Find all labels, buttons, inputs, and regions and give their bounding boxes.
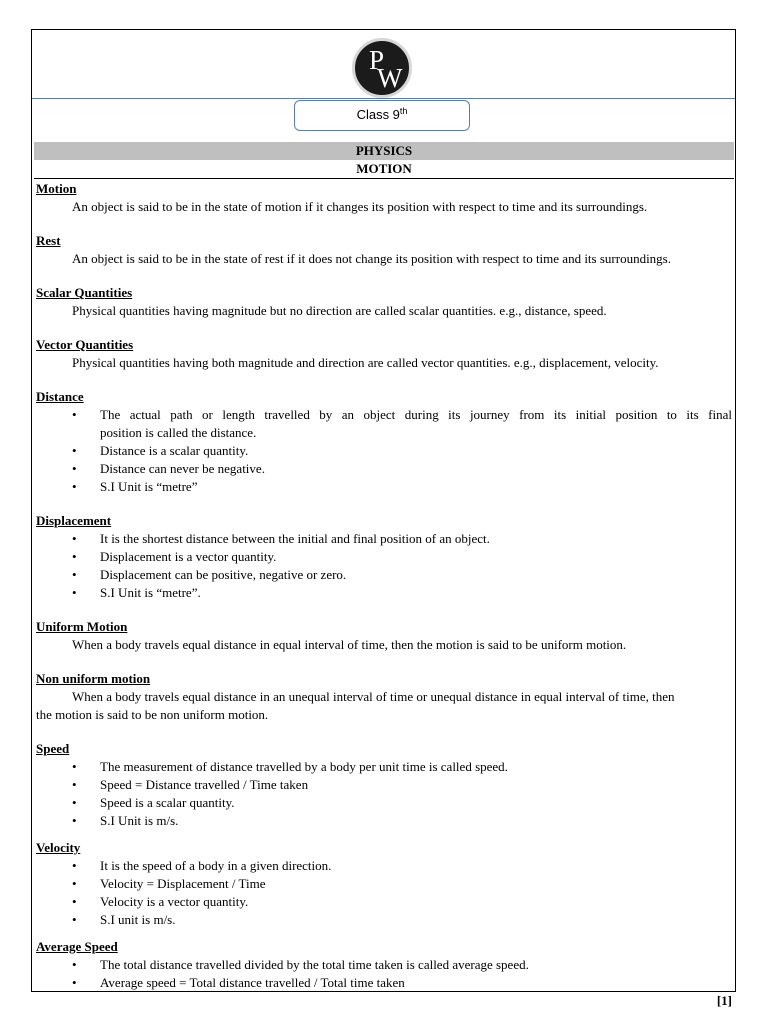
list-average-speed: [36, 956, 732, 992]
list-item: • The measurement of distance travelled by a body per unit time is called speed.: [100, 758, 732, 776]
list-item: • Distance can never be negative.: [100, 460, 732, 478]
section-vector: [36, 336, 732, 372]
list-item: • Distance is a scalar quantity.: [100, 442, 732, 460]
heading-speed: Speed: [36, 741, 70, 756]
list-item: • Velocity is a vector quantity.: [100, 893, 732, 911]
section-non-uniform-motion: [36, 670, 732, 724]
logo-letter-w: W: [377, 63, 403, 93]
heading-rest: Rest: [36, 233, 61, 248]
list-item: • Average speed = Total distance travelled / Total time taken: [100, 974, 732, 992]
heading-velocity: Velocity: [36, 840, 81, 855]
class-label-box: [294, 100, 470, 131]
list-item: • S.I Unit is m/s.: [100, 812, 732, 830]
distance-bullet-line-2: position is called the distance.: [100, 425, 257, 440]
heading-scalar: Scalar Quantities: [36, 285, 133, 300]
section-scalar: [36, 284, 732, 320]
section-velocity: [36, 839, 732, 929]
list-displacement: [36, 530, 732, 602]
subject-title: PHYSICS: [34, 142, 734, 160]
heading-displacement: Displacement: [36, 513, 112, 528]
list-item: • It is the speed of a body in a given direction.: [100, 857, 732, 875]
list-item: • The total distance travelled divided by the total time taken is called average speed.: [100, 956, 732, 974]
chapter-title: MOTION: [34, 160, 734, 179]
list-item: [100, 406, 732, 442]
notes-content: [36, 180, 732, 992]
section-rest: [36, 232, 732, 268]
heading-non-uniform-motion: Non uniform motion: [36, 671, 151, 686]
list-velocity: [36, 857, 732, 929]
pw-logo: [352, 38, 412, 98]
page-number: [1]: [716, 993, 732, 1008]
section-average-speed: [36, 938, 732, 992]
list-item: • S.I unit is m/s.: [100, 911, 732, 929]
heading-distance: Distance: [36, 389, 84, 404]
list-item: • Displacement can be positive, negative or zero.: [100, 566, 732, 584]
text-motion: An object is said to be in the state of motion if it changes its position with respect to time and its surroundings.: [72, 199, 648, 214]
list-distance: [36, 406, 732, 496]
section-motion: [36, 180, 732, 216]
list-speed: [36, 758, 732, 830]
heading-motion: Motion: [36, 181, 77, 196]
class-suffix: th: [399, 106, 408, 116]
list-item: • Displacement is a vector quantity.: [100, 548, 732, 566]
text-uniform-motion: When a body travels equal distance in equal interval of time, then the motion is said to be uniform motion.: [72, 637, 627, 652]
logo-letter-p: P: [369, 45, 385, 75]
list-item: • Speed = Distance travelled / Time taken: [100, 776, 732, 794]
heading-uniform-motion: Uniform Motion: [36, 619, 128, 634]
text-vector: Physical quantities having both magnitude and direction are called vector quantities. e.g., displacement, velocity.: [72, 355, 659, 370]
list-item: • Velocity = Displacement / Time: [100, 875, 732, 893]
heading-average-speed: Average Speed: [36, 939, 118, 954]
list-item: • S.I Unit is “metre”.: [100, 584, 732, 602]
section-distance: [36, 388, 732, 496]
list-item: • Speed is a scalar quantity.: [100, 794, 732, 812]
text-non-uniform-line-1: When a body travels equal distance in an unequal interval of time or unequal distance in equal interval of time, then: [72, 689, 675, 704]
class-label: Class 9: [356, 107, 400, 122]
list-item: • S.I Unit is “metre”: [100, 478, 732, 496]
section-uniform-motion: [36, 618, 732, 654]
distance-bullet-line-1: • The actual path or length travelled by an object during its journey from its initial position to its final: [100, 407, 732, 422]
header-divider: [32, 98, 735, 99]
heading-vector: Vector Quantities: [36, 337, 134, 352]
text-rest: An object is said to be in the state of rest if it does not change its position with respect to time and its surroundings.: [72, 251, 671, 266]
section-displacement: [36, 512, 732, 602]
section-speed: [36, 740, 732, 830]
text-non-uniform-line-2: the motion is said to be non uniform motion.: [36, 707, 269, 722]
list-item: • It is the shortest distance between the initial and final position of an object.: [100, 530, 732, 548]
text-scalar: Physical quantities having magnitude but no direction are called scalar quantities. e.g., distance, speed.: [72, 303, 607, 318]
